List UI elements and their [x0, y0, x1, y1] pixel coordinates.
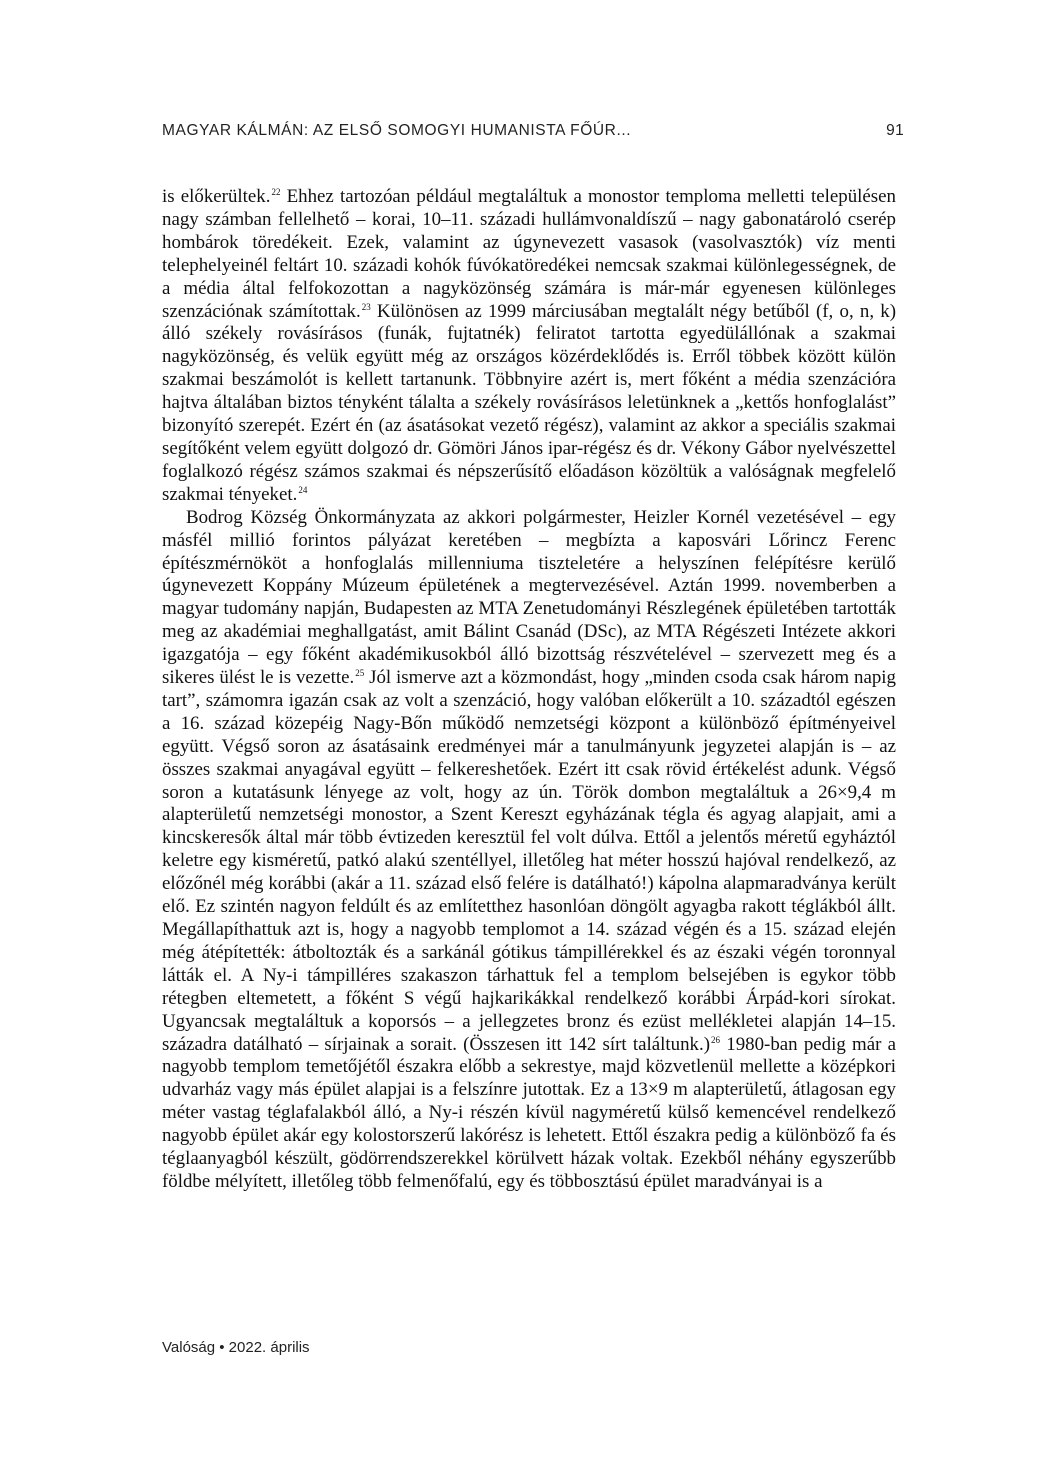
page-footer: Valóság • 2022. április: [162, 1339, 310, 1356]
footnote-marker-25[interactable]: 25: [355, 668, 365, 679]
running-title: MAGYAR KÁLMÁN: AZ ELSŐ SOMOGYI HUMANISTA FŐÚR...: [162, 122, 632, 139]
running-header: [162, 122, 904, 146]
text-run: Ehhez tartozóan például megtaláltuk a monostor temploma melletti településen nagy számban fellelhető – korai, 10–11. századi hullámvonaldíszű – nagy gabonatároló cserép hombárok töredékeit. Ezek, valamint az úgynevezett vasasok (vasolvasztók) víz menti telephelyeinél feltárt 10. századi kohók fúvókatöredékei nemcsak szakmai különlegességnek, de a média által felfokozottan a nagyközönség számára is már-már egyenesen különleges szenzációnak számítottak.: [162, 186, 896, 322]
footnote-marker-26[interactable]: 26: [711, 1034, 721, 1045]
text-run: Bodrog Község Önkormányzata az akkori polgármester, Heizler Kornél vezetésével – egy másfél millió forintos pályázat keretében – megbízta a kaposvári Lőrincz Ferenc építészmérnököt a honfoglalás millenniuma tiszteletére a helyszínen felépítésre kerülő úgynevezett Koppány Múzeum épületének a megtervezésével. Aztán 1999. novemberben a magyar tudomány napján, Budapesten az MTA Zenetudományi Részlegének épületében tartották meg az akadémiai meghallgatást, amit Bálint Csanád (DSc), az MTA Régészeti Intézete akkori igazgatója – egy főként akadémikusokból álló bizottság részvételével – szervezett meg és a sikeres ülést le is vezette.: [162, 506, 896, 689]
footnote-marker-22[interactable]: 22: [271, 187, 281, 197]
footnote-marker-24[interactable]: 24: [298, 484, 308, 495]
text-run: is előkerültek.: [162, 186, 271, 207]
text-run: Jól ismerve azt a közmondást, hogy „minden csoda csak három napig tart”, számomra igazán csak az volt a szenzáció, hogy valóban előkerült a 10. századtól egészen a 16. század közepéig Nagy-Bőn működő nemzetségi központ a különböző építményeivel együtt. Végső soron az ásatásaink eredményei már a tanulmányunk jegyzetei alapján is – az összes szakmai anyagával együtt – felkereshetőek. Ezért itt csak rövid értékelést adunk. Végső soron a kutatásunk lényege az volt, hogy az ún. Török dombon megtaláltuk a 26×9,4 m alapterületű nemzetségi monostor, a Szent Kereszt egyházának tégla és agyag alapjait, ami a kincskeresők által már több évtizeden keresztül fel volt dúlva. Ettől a jelentős méretű egyháztól keletre egy kisméretű, patkó alakú szentéllyel, illetőleg hat méter hosszú hajóval rendelkező, az előzőnél még korábbi (akár a 11. század első felére is datálható!) kápolna alapmaradványa került elő. Ez szintén nagyon feldúlt és az említetthez hasonlóan döngölt agyagba rakott téglákból állt. Megállapíthattuk azt is, hogy a nagyobb templomot a 14. század végén és a 15. század elején még átépítették: átboltozták és a sarkánál gótikus támpillérekkel és az északi végén toronnyal látták el. A Ny-i támpilléres szakaszon tárhattuk fel a templom belsejében is egykor több rétegben eltemetett, a főként S végű hajkarikákkal rendelkező korábbi Árpád-kori sírokat. Ugyancsak megtaláltuk a koporsós – a jellegzetes bronz és ezüst mellékletei alapján 14–15. századra datálható – sírjainak a sorait. (Összesen itt 142 sírt találtunk.): [162, 667, 897, 1055]
article-body: [162, 186, 896, 1194]
text-run: 1980-ban pedig már a nagyobb templom temetőjétől északra előbb a sekrestye, majd közvetlenül mellette a középkori udvarház vagy más épület alapjai is a felszínre jutottak. Ez a 13×9 m alapterületű, átlagosan egy méter vastag téglafalakból álló, a Ny-i részén kívül nagyméretű külső kemencével rendelkező nagyobb épület akár egy kolostorszerű lakórész is lehetett. Ettől északra pedig a különböző fa és téglaanyagból készült, gödörrendszerekkel körülvett házak voltak. Ezekből néhány egyszerűbb földbe mélyített, illetőleg több felmenőfalú, egy és többosztású épület maradványai is a: [162, 1033, 896, 1192]
footnote-marker-23[interactable]: 23: [361, 301, 371, 312]
text-run: Különösen az 1999 márciusában megtalált négy betűből (f, o, n, k) álló székely rovásírásos (funák, fujtatnék) feliratot tartotta egyedülállónak a szakmai nagyközönség, és velük együtt még az országos közérdeklődés is. Erről többek között külön szakmai beszámolót is kellett tartanunk. Többnyire azért is, mert főként a média szenzációra hajtva általában biztos tényként tálalta a székely rovásírásos leletünknek a „kettős honfoglalást” bizonyító szerepét. Ezért én (az ásatásokat vezető régész), valamint az akkor a speciális szakmai segítőként velem együtt dolgozó dr. Gömöri János ipar-régész és dr. Vékony Gábor nyelvészettel foglalkozó régész számos szakmai és népszerűsítő előadáson közöltük a valóságnak megfelelő szakmai tényeket.: [162, 300, 897, 505]
paragraph-1: [162, 186, 896, 507]
paragraph-2: [162, 507, 896, 1194]
page-number: 91: [886, 122, 904, 139]
